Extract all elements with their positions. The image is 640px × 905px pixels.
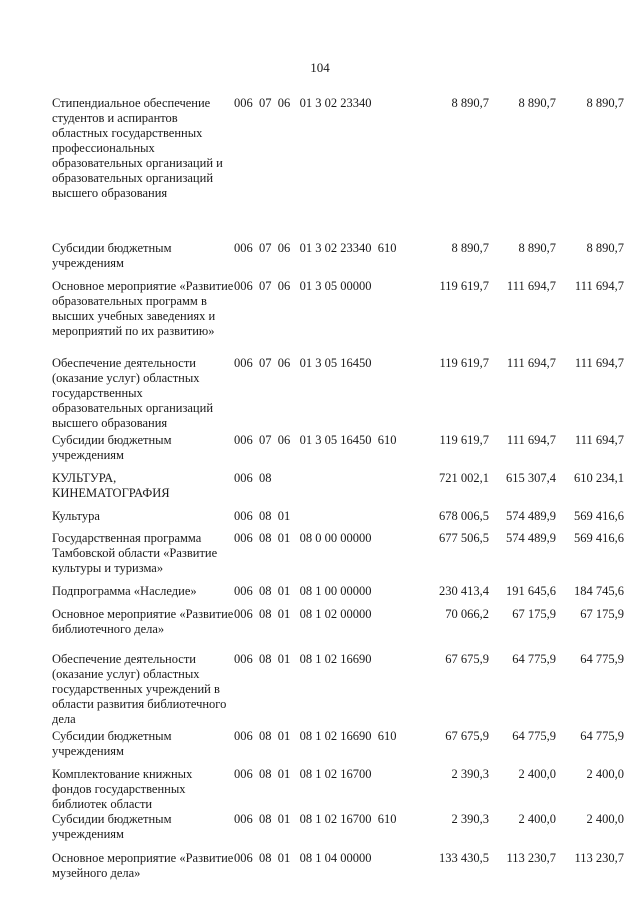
table-row [52, 241, 624, 279]
row-name: Стипендиальное обеспечение студентов и аспирантов областных государственных профессиональных образовательных организаций и образовательных организаций высшего образования [52, 96, 223, 200]
row-value-1: 678 006,5 [439, 509, 489, 523]
row-code: 006 08 01 08 1 02 16700 [234, 767, 372, 781]
row-value-3: 64 775,9 [580, 729, 624, 743]
row-value-2: 8 890,7 [518, 241, 556, 255]
row-name: Обеспечение деятельности (оказание услуг) областных государственных учреждений в области развития библиотечного дела [52, 652, 227, 726]
row-value-3: 184 745,6 [574, 584, 624, 598]
row-value-2: 111 694,7 [506, 279, 556, 293]
row-value-1: 2 390,3 [451, 812, 489, 826]
row-value-3: 8 890,7 [586, 96, 624, 110]
row-value-2: 111 694,7 [506, 356, 556, 370]
row-name: Обеспечение деятельности (оказание услуг) областных государственных образовательных организаций высшего образования [52, 356, 214, 430]
row-name: Культура [52, 509, 100, 523]
row-code: 006 07 06 01 3 02 23340 [234, 96, 372, 110]
row-value-2: 2 400,0 [518, 767, 556, 781]
table-row [52, 812, 624, 851]
row-value-3: 610 234,1 [574, 471, 624, 485]
row-name: Основное мероприятие «Развитие библиотечного дела» [52, 607, 234, 636]
row-value-3: 113 230,7 [574, 851, 624, 865]
table-row [52, 584, 624, 607]
table-row [52, 356, 624, 433]
row-value-1: 133 430,5 [439, 851, 489, 865]
row-value-1: 721 002,1 [439, 471, 489, 485]
row-value-1: 67 675,9 [445, 729, 489, 743]
row-value-2: 113 230,7 [506, 851, 556, 865]
row-value-1: 2 390,3 [451, 767, 489, 781]
row-value-1: 119 619,7 [439, 356, 489, 370]
table-row [52, 729, 624, 767]
row-value-1: 8 890,7 [451, 241, 489, 255]
table-row [52, 652, 624, 729]
row-value-3: 111 694,7 [574, 356, 624, 370]
row-value-1: 70 066,2 [445, 607, 489, 621]
table-row [52, 471, 624, 509]
row-name: Субсидии бюджетным учреждениям [52, 241, 172, 270]
row-value-3: 2 400,0 [586, 812, 624, 826]
row-code: 006 07 06 01 3 05 00000 [234, 279, 372, 293]
row-value-2: 2 400,0 [518, 812, 556, 826]
row-value-1: 8 890,7 [451, 96, 489, 110]
row-name: Основное мероприятие «Развитие музейного дела» [52, 851, 234, 880]
table-row [52, 851, 624, 889]
row-name: Государственная программа Тамбовской области «Развитие культуры и туризма» [52, 531, 218, 575]
row-code: 006 08 [234, 471, 272, 485]
row-value-1: 119 619,7 [439, 433, 489, 447]
row-value-2: 8 890,7 [518, 96, 556, 110]
table-row [52, 607, 624, 652]
row-code: 006 08 01 08 1 04 00000 [234, 851, 372, 865]
row-value-1: 677 506,5 [439, 531, 489, 545]
budget-table [52, 96, 624, 889]
row-code: 006 07 06 01 3 02 23340 610 [234, 241, 397, 255]
page-number: 104 [310, 60, 330, 75]
row-code: 006 08 01 08 1 02 16700 610 [234, 812, 397, 826]
row-value-2: 67 175,9 [512, 607, 556, 621]
row-value-1: 230 413,4 [439, 584, 489, 598]
row-name: Субсидии бюджетным учреждениям [52, 812, 172, 841]
row-code: 006 08 01 08 1 02 00000 [234, 607, 372, 621]
row-value-2: 615 307,4 [506, 471, 556, 485]
table-row [52, 279, 624, 356]
row-code: 006 08 01 08 1 02 16690 610 [234, 729, 397, 743]
row-value-3: 111 694,7 [574, 433, 624, 447]
row-value-3: 569 416,6 [574, 509, 624, 523]
row-value-1: 119 619,7 [439, 279, 489, 293]
row-value-2: 64 775,9 [512, 652, 556, 666]
row-name: Комплектование книжных фондов государственных библиотек области [52, 767, 193, 811]
table-row [52, 531, 624, 584]
row-name: КУЛЬТУРА, КИНЕМАТОГРАФИЯ [52, 471, 170, 500]
row-value-2: 64 775,9 [512, 729, 556, 743]
row-value-3: 111 694,7 [574, 279, 624, 293]
row-value-2: 191 645,6 [506, 584, 556, 598]
row-name: Основное мероприятие «Развитие образовательных программ в высших учебных заведениях и мероприятий по их развитию» [52, 279, 234, 338]
row-code: 006 08 01 [234, 509, 291, 523]
row-code: 006 08 01 08 0 00 00000 [234, 531, 372, 545]
table-row [52, 767, 624, 812]
row-value-3: 67 175,9 [580, 607, 624, 621]
table-row [52, 433, 624, 471]
row-name: Субсидии бюджетным учреждениям [52, 729, 172, 758]
row-value-3: 64 775,9 [580, 652, 624, 666]
row-value-1: 67 675,9 [445, 652, 489, 666]
table-row [52, 96, 624, 241]
row-code: 006 07 06 01 3 05 16450 [234, 356, 372, 370]
row-code: 006 08 01 08 1 00 00000 [234, 584, 372, 598]
row-value-2: 111 694,7 [506, 433, 556, 447]
table-row [52, 509, 624, 531]
row-value-3: 8 890,7 [586, 241, 624, 255]
row-name: Субсидии бюджетным учреждениям [52, 433, 172, 462]
row-code: 006 07 06 01 3 05 16450 610 [234, 433, 397, 447]
row-code: 006 08 01 08 1 02 16690 [234, 652, 372, 666]
row-value-2: 574 489,9 [506, 509, 556, 523]
row-name: Подпрограмма «Наследие» [52, 584, 197, 598]
row-value-3: 2 400,0 [586, 767, 624, 781]
row-value-2: 574 489,9 [506, 531, 556, 545]
row-value-3: 569 416,6 [574, 531, 624, 545]
